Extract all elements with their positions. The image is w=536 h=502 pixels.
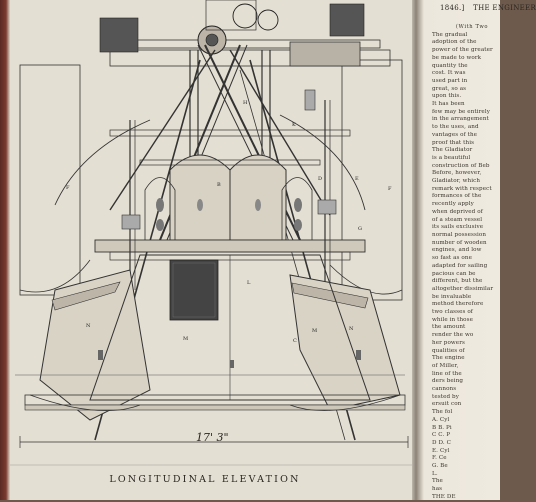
text-line: of Miller, <box>432 362 459 369</box>
text-line: the amount <box>432 324 466 331</box>
dimension-label: 17' 3" <box>196 431 229 444</box>
text-line: adoption of the <box>432 39 477 46</box>
text-line: upon this. <box>432 93 462 100</box>
text-line: E. Cyl <box>432 447 450 454</box>
text-line: The engine <box>432 355 465 362</box>
text-line: F. Ce <box>432 455 447 462</box>
running-header <box>440 4 536 12</box>
text-line: two classes of <box>432 309 473 316</box>
text-line: remark with respect <box>432 185 492 192</box>
running-head: THE ENGINEER <box>473 4 536 12</box>
plate-label: N <box>349 326 354 332</box>
text-line: THE DE <box>432 493 456 500</box>
text-line: D D. C <box>432 439 451 446</box>
text-line: The fol <box>432 409 453 416</box>
text-line: of a steam vessel <box>432 216 483 223</box>
text-line: B B. Pi <box>432 424 452 431</box>
text-line: vantages of the <box>432 131 478 138</box>
text-line: adapted for sailing <box>432 262 488 269</box>
plate-label: K <box>292 122 296 128</box>
text-line: quantity the <box>432 62 468 69</box>
plate-label: N <box>86 323 91 329</box>
page-number: 1846.] <box>440 4 465 12</box>
text-line: ersuit con <box>432 401 462 408</box>
text-line: formances of the <box>432 193 482 200</box>
text-line: Gladiator, which <box>432 178 481 185</box>
text-line: so fast as one <box>432 255 472 262</box>
text-line: tested by <box>432 393 459 400</box>
text-line: number of wooden <box>432 239 487 246</box>
text-line: The Gladiator <box>432 147 473 154</box>
text-line: few may be entirely <box>432 108 490 115</box>
plate-label: C <box>293 338 297 344</box>
text-line: construction of Beb <box>432 162 490 169</box>
plate-label: M <box>183 336 189 342</box>
text-line: be made to work <box>432 54 482 61</box>
text-line: while in those <box>432 316 474 323</box>
text-line: recently apply <box>432 201 474 208</box>
plate-label: L <box>247 280 251 286</box>
text-line: in the arrangement <box>432 116 489 123</box>
text-line: ders being <box>432 378 464 385</box>
text-line: cost. It was <box>432 70 466 77</box>
plate-label: F <box>66 185 70 191</box>
text-line: It has been <box>432 101 465 108</box>
text-line: The <box>432 478 443 485</box>
text-line: her powers <box>432 339 465 346</box>
text-line: A. Cyl <box>432 416 450 423</box>
text-line: has <box>432 486 443 493</box>
text-line: is a beautiful <box>432 154 471 161</box>
text-line: (With Two <box>455 24 489 30</box>
text-line: G. Be <box>432 463 448 470</box>
text-line: pacious can be <box>432 270 476 277</box>
plate-label: D <box>318 176 323 182</box>
text-line: great, so as <box>432 85 467 92</box>
text-line: its sails exclusive <box>432 224 484 231</box>
text-line: to the uses, and <box>432 124 479 131</box>
body-text <box>432 24 512 502</box>
right-page <box>424 0 536 500</box>
text-line: Before, however, <box>432 170 482 177</box>
text-line: C C. P <box>432 432 451 439</box>
text-line: method therefore <box>432 301 484 308</box>
text-line: be invaluable <box>432 293 472 300</box>
plate-label: H <box>243 100 248 106</box>
text-line: line of the <box>432 370 462 377</box>
plate-label: E <box>355 176 359 182</box>
text-line: render the wo <box>432 332 474 339</box>
plate-caption: LONGITUDINAL ELEVATION <box>109 474 301 485</box>
plate-label: G <box>358 226 362 232</box>
text-line: different, but the <box>432 278 483 285</box>
text-line: L. <box>432 470 438 477</box>
text-line: used part in <box>432 77 468 84</box>
plate-label: B <box>217 182 221 188</box>
text-line: normal possession <box>432 231 487 238</box>
plate-label: M <box>312 328 318 334</box>
text-line: proof that this <box>432 139 475 146</box>
text-line: qualities of <box>432 347 465 354</box>
text-line: cannons <box>432 386 457 393</box>
text-line: The gradual <box>432 31 468 38</box>
text-line: altogether dissimilar <box>432 285 494 292</box>
plate-label: F <box>388 186 392 192</box>
text-line: when deprived of <box>432 208 483 215</box>
text-line: power of the greater <box>432 47 493 54</box>
text-line: engines, and low <box>432 247 482 254</box>
